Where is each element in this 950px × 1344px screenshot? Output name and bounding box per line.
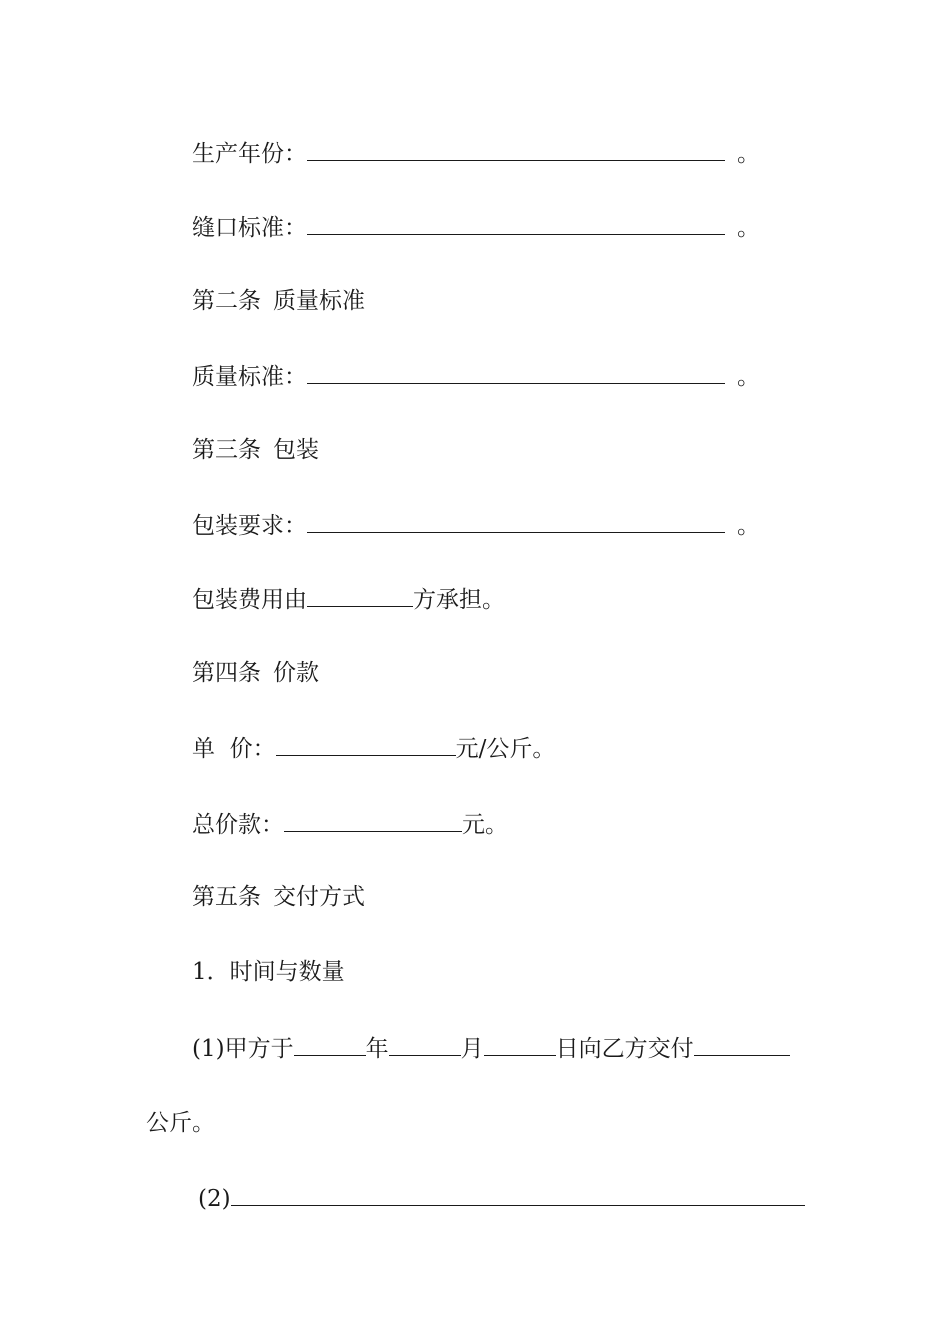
item-1-2-a: (2) — [198, 1186, 231, 1212]
article-4-title: 价款 — [273, 660, 319, 686]
production-year-line — [192, 138, 760, 169]
unit-price-label: 单 价： — [192, 736, 276, 762]
month-blank[interactable] — [389, 1033, 461, 1056]
article-3-number: 第三条 — [192, 437, 261, 463]
article-3-heading — [192, 435, 319, 465]
production-year-end: 。 — [737, 141, 760, 167]
article-2-number: 第二条 — [192, 288, 261, 314]
total-price-line — [192, 809, 508, 840]
seam-standard-line — [192, 212, 760, 243]
item-1-1-e: 公斤。 — [146, 1110, 215, 1136]
quality-standard-line — [192, 361, 760, 392]
quality-standard-blank[interactable] — [307, 361, 725, 384]
item-1-2-blank[interactable] — [231, 1183, 805, 1206]
packaging-requirement-label: 包装要求： — [192, 513, 307, 539]
item-1-2-line — [198, 1183, 805, 1214]
item-1-heading — [192, 957, 345, 987]
item-1-1-d: 日向乙方交付 — [555, 1036, 694, 1062]
unit-price-suffix: 元/公斤。 — [455, 736, 556, 762]
item-1-1-continuation — [146, 1108, 215, 1138]
article-3-title: 包装 — [273, 437, 319, 463]
item-1-1-line — [192, 1033, 790, 1064]
article-4-number: 第四条 — [192, 660, 261, 686]
packaging-cost-line — [192, 584, 505, 615]
production-year-label: 生产年份： — [192, 141, 307, 167]
total-price-suffix: 元。 — [462, 812, 508, 838]
packaging-requirement-line — [192, 510, 760, 541]
article-5-heading — [192, 882, 365, 912]
item-1-1-a: (1)甲方于 — [192, 1036, 294, 1062]
item-1-text: 1．时间与数量 — [192, 959, 345, 985]
day-blank[interactable] — [484, 1033, 556, 1056]
unit-price-blank[interactable] — [276, 733, 456, 756]
article-4-heading — [192, 658, 319, 688]
packaging-requirement-blank[interactable] — [307, 510, 725, 533]
production-year-blank[interactable] — [307, 138, 725, 161]
article-5-number: 第五条 — [192, 884, 261, 910]
unit-price-line — [192, 733, 555, 764]
packaging-requirement-end: 。 — [737, 513, 760, 539]
total-price-blank[interactable] — [284, 809, 462, 832]
seam-standard-label: 缝口标准： — [192, 215, 307, 241]
article-2-heading — [192, 286, 365, 316]
quality-standard-label: 质量标准： — [192, 364, 307, 390]
total-price-label: 总价款： — [192, 812, 284, 838]
packaging-cost-prefix: 包装费用由 — [192, 587, 307, 613]
packaging-cost-suffix: 方承担。 — [413, 587, 505, 613]
item-1-1-b: 年 — [365, 1036, 389, 1062]
quantity-blank[interactable] — [694, 1033, 790, 1056]
seam-standard-blank[interactable] — [307, 212, 725, 235]
quality-standard-end: 。 — [737, 364, 760, 390]
seam-standard-end: 。 — [737, 215, 760, 241]
article-2-title: 质量标准 — [273, 288, 365, 314]
packaging-cost-blank[interactable] — [307, 584, 413, 607]
item-1-1-c: 月 — [460, 1036, 484, 1062]
year-blank[interactable] — [294, 1033, 366, 1056]
article-5-title: 交付方式 — [273, 884, 365, 910]
